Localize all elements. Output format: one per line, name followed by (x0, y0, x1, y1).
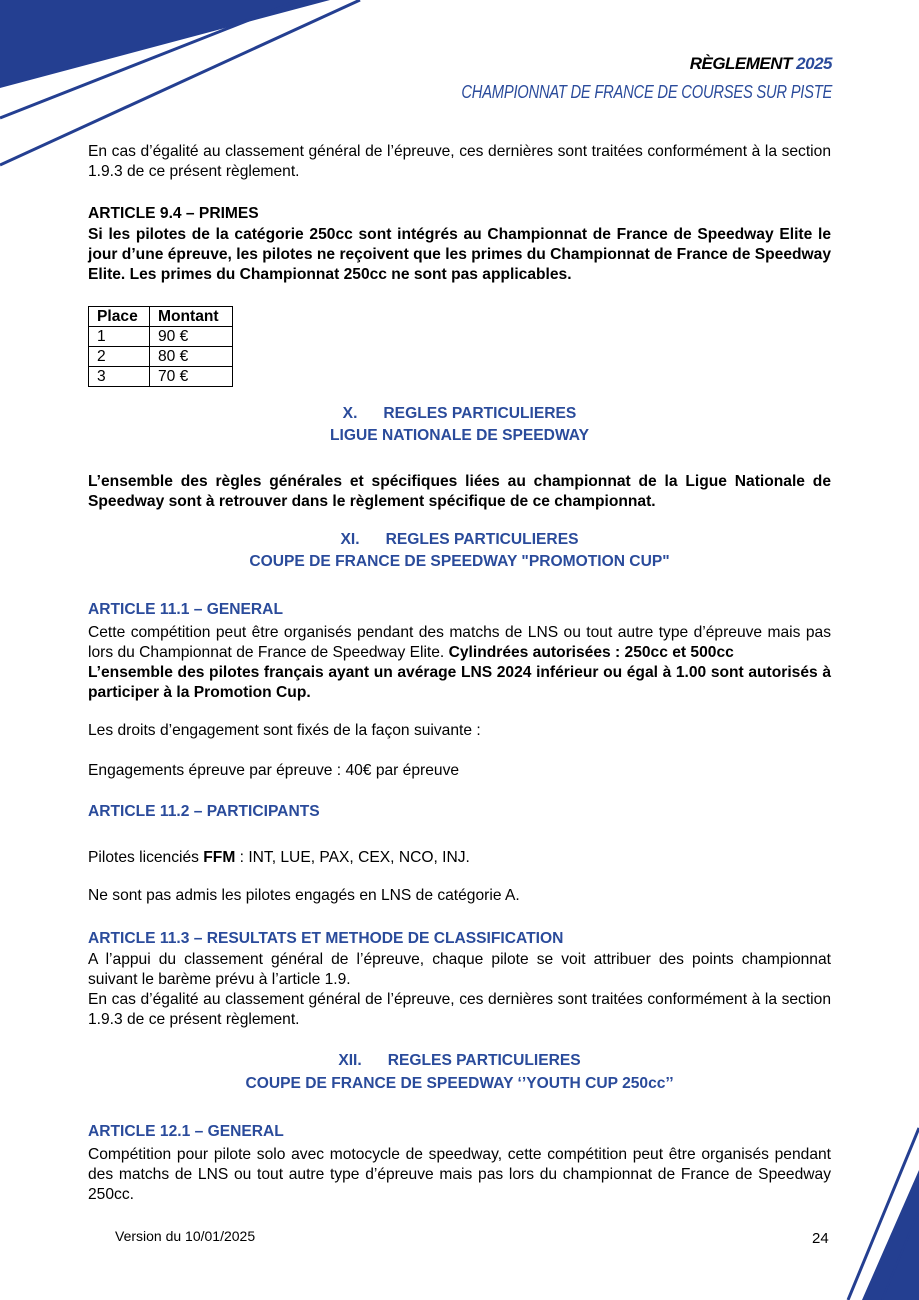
table-row (89, 327, 233, 347)
section-12-heading (88, 1051, 831, 1071)
article-11-2-exclus: Ne sont pas admis les pilotes engagés en LNS de catégorie A. (88, 887, 520, 904)
article-11-2-ffm: FFM (203, 849, 236, 866)
table-row (89, 367, 233, 387)
section-12-number: XII. (338, 1052, 362, 1069)
header-subtitle: CHAMPIONNAT DE FRANCE DE COURSES SUR PISTE (461, 82, 832, 102)
section-10-subtitle: LIGUE NATIONALE DE SPEEDWAY (329, 427, 590, 444)
article-11-3-title: ARTICLE 11.3 – RESULTATS ET METHODE DE CLASSIFICATION (88, 930, 564, 947)
table-cell-place: 2 (89, 347, 150, 367)
article-12-1-title: ARTICLE 12.1 – GENERAL (88, 1123, 284, 1140)
article-11-2-pilotes-c: : INT, LUE, PAX, CEX, NCO, INJ. (235, 849, 470, 866)
table-header-place: Place (89, 307, 150, 327)
article-11-1-engagements: Engagements épreuve par épreuve : 40€ par épreuve (88, 762, 460, 779)
footer-version: Version du 10/01/2025 (115, 1228, 256, 1244)
article-11-1-droits: Les droits d’engagement sont fixés de la façon suivante : (88, 722, 481, 739)
header-reglement (690, 54, 832, 74)
table-header-row (89, 307, 233, 327)
article-9-4-text: Si les pilotes de la catégorie 250cc sont intégrés au Championnat de France de Speedway Elite le jour d’une épreuve, les pilotes ne reçoivent que les primes du Championnat de France de Speedway Elite. Les primes du Championnat 250cc ne sont pas applicables. (88, 226, 831, 283)
table-cell-montant: 70 € (150, 367, 233, 387)
article-11-1-text (88, 623, 831, 663)
table-cell-montant: 90 € (150, 327, 233, 347)
table-cell-place: 3 (89, 367, 150, 387)
section-11-subtitle: COUPE DE FRANCE DE SPEEDWAY "PROMOTION CUP" (249, 553, 670, 570)
page-number: 24 (812, 1230, 829, 1247)
section-10-number: X. (342, 405, 358, 422)
article-11-3-text-2: En cas d’égalité au classement général de l’épreuve, ces dernières sont traitées conformément à la section 1.9.3 de ce présent règlement. (88, 991, 831, 1028)
header-reglement-label: RÈGLEMENT (689, 54, 792, 73)
article-11-2-pilotes-a: Pilotes licenciés (88, 849, 204, 866)
section-11-number: XI. (340, 531, 360, 548)
article-11-2-pilotes (88, 848, 831, 868)
section-11-heading (88, 530, 831, 550)
article-11-2-title: ARTICLE 11.2 – PARTICIPANTS (88, 803, 320, 820)
section-10-title: REGLES PARTICULIERES (383, 405, 577, 422)
section-10-heading (88, 404, 831, 424)
article-9-4-title: ARTICLE 9.4 – PRIMES (88, 205, 259, 222)
section-10-text: L’ensemble des règles générales et spécifiques liées au championnat de la Ligue Nationale de Speedway sont à retrouver dans le règlement spécifique de ce championnat. (88, 473, 831, 510)
table-cell-montant: 80 € (150, 347, 233, 367)
article-12-1-text: Compétition pour pilote solo avec motocycle de speedway, cette compétition peut être organisés pendant des matchs de LNS ou tout autre type d’épreuve mais pas lors du championnat de France de Speedway 250cc. (88, 1146, 831, 1203)
header-year: 2025 (796, 54, 832, 73)
article-11-1-text-a: Cette compétition peut être organisés pendant des matchs de LNS ou tout autre type d’épreuve mais pas lors du Championnat de France de Speedway Elite. (88, 624, 831, 661)
table-header-montant: Montant (150, 307, 233, 327)
article-11-1-eligibility: L’ensemble des pilotes français ayant un avérage LNS 2024 inférieur ou égal à 1.00 sont autorisés à participer à la Promotion Cup. (88, 664, 831, 701)
section-12-title: REGLES PARTICULIERES (387, 1052, 581, 1069)
section-11-title: REGLES PARTICULIERES (385, 531, 579, 548)
article-11-1-cylindrees: Cylindrées autorisées : 250cc et 500cc (448, 644, 734, 661)
table-row (89, 347, 233, 367)
intro-paragraph: En cas d’égalité au classement général de l’épreuve, ces dernières sont traitées conformément à la section 1.9.3 de ce présent règlement. (88, 143, 831, 180)
primes-table (88, 306, 233, 387)
article-11-3-text-1: A l’appui du classement général de l’épreuve, chaque pilote se voit attribuer des points championnat suivant le barème prévu à l’article 1.9. (88, 951, 831, 988)
table-cell-place: 1 (89, 327, 150, 347)
article-11-1-title: ARTICLE 11.1 – GENERAL (88, 601, 283, 618)
section-12-subtitle: COUPE DE FRANCE DE SPEEDWAY ‘’YOUTH CUP 250cc’’ (245, 1075, 674, 1092)
